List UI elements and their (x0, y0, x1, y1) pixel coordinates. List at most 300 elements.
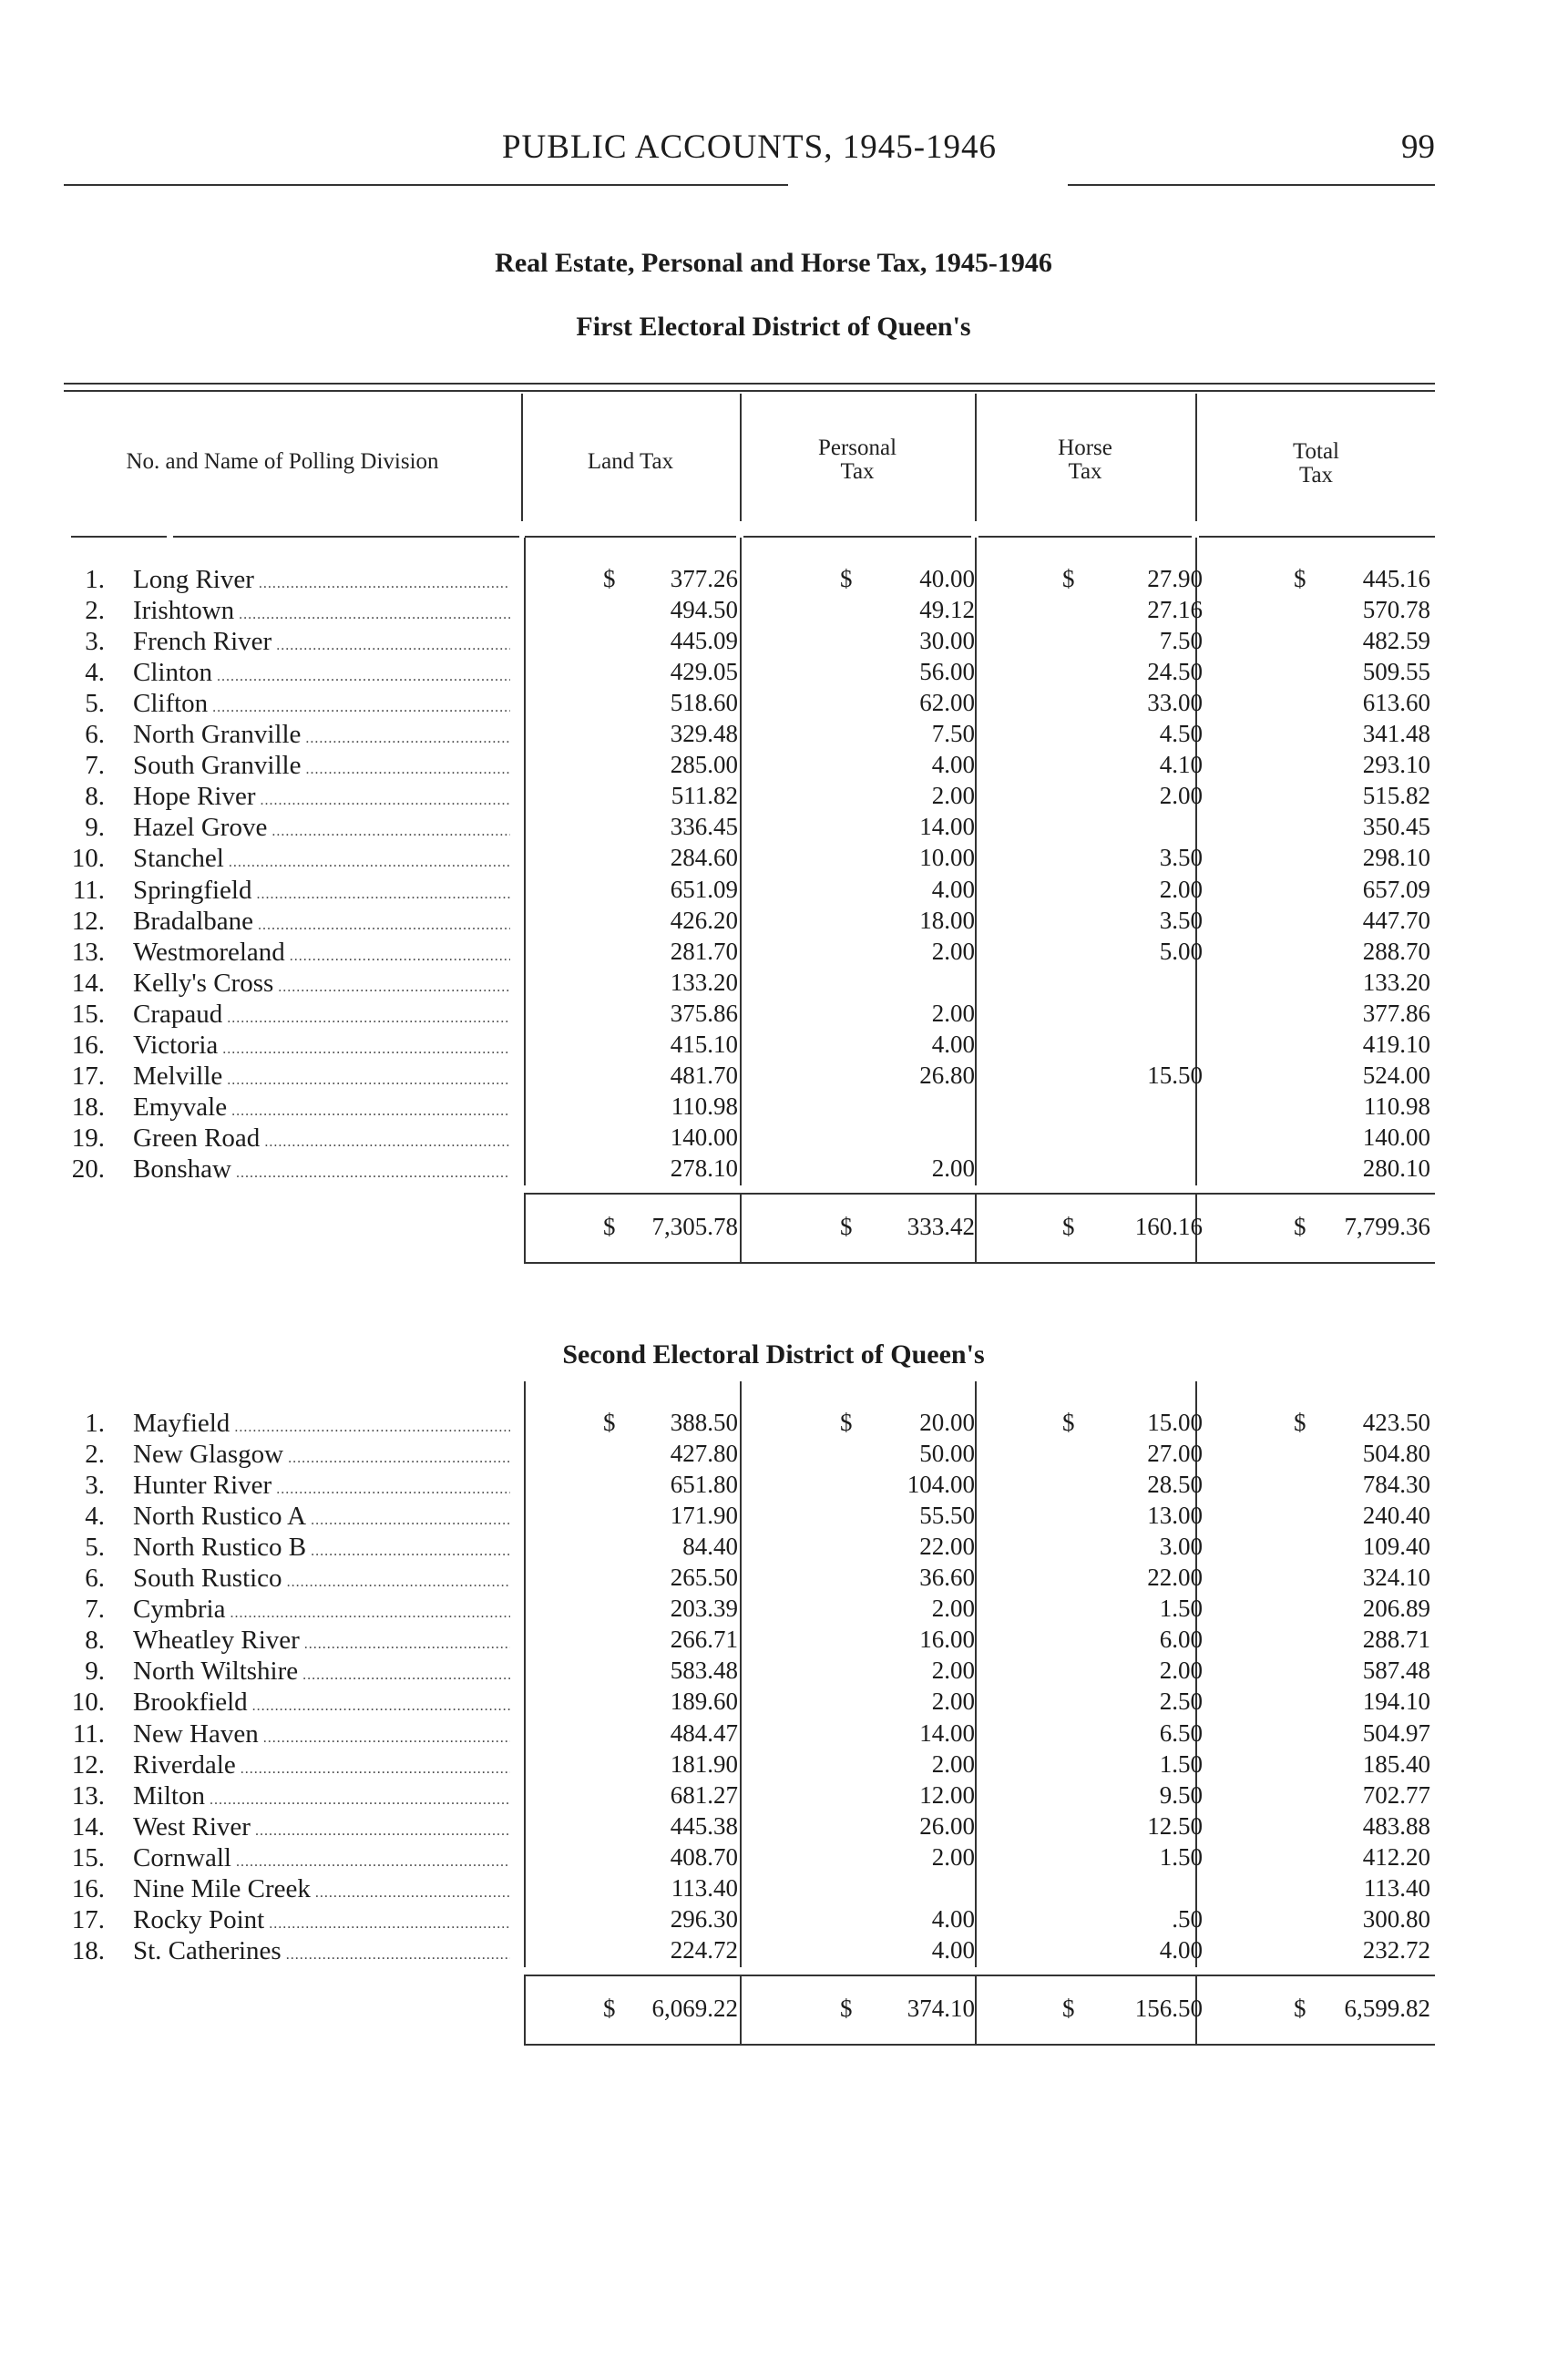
land-tax-value: 296.30 (670, 1905, 738, 1933)
land-currency: $ (603, 1409, 616, 1436)
division-number: 9. (85, 813, 105, 842)
land-tax-value: 426.20 (670, 907, 738, 934)
personal-tax-value: 62.00 (919, 689, 975, 716)
division-name: Victoria ..... (133, 1031, 510, 1061)
division-name: Hunter River ..... (133, 1471, 510, 1501)
division-number: 16. (71, 1874, 105, 1903)
land-tax-value: 481.70 (670, 1062, 738, 1089)
table-row (0, 1533, 1547, 1564)
personal-tax-value: 56.00 (919, 658, 975, 685)
horse-tax-value: 15.00 (1147, 1409, 1203, 1436)
header-underline (525, 536, 736, 538)
table-row (0, 1123, 1547, 1154)
personal-tax-value: 55.50 (919, 1502, 975, 1529)
total-tax-value: 232.72 (1362, 1936, 1430, 1964)
column-header-horse-tax: Tax (1068, 459, 1102, 484)
table-row (0, 969, 1547, 1000)
land-tax-value: 445.09 (670, 627, 738, 654)
land-tax-value: 375.86 (670, 1000, 738, 1027)
personal-tax-value: 2.00 (931, 1595, 975, 1622)
table-row (0, 876, 1547, 907)
land-tax-value: 133.20 (670, 969, 738, 996)
personal-tax-value: 2.00 (931, 1750, 975, 1778)
division-name: North Rustico A ..... (133, 1502, 510, 1532)
totals-horse-tax: 156.50 (1134, 1995, 1203, 2022)
header-underline (743, 536, 971, 538)
division-name: Hazel Grove ..... (133, 813, 510, 843)
division-name: Bonshaw ..... (133, 1154, 510, 1185)
division-name: Kelly's Cross ..... (133, 969, 510, 999)
land-tax-value: 189.60 (670, 1688, 738, 1715)
division-name: Nine Mile Creek ..... (133, 1874, 510, 1904)
horse-tax-value: 4.00 (1159, 1936, 1203, 1964)
division-number: 14. (71, 969, 105, 998)
division-number: 14. (71, 1812, 105, 1841)
table-row (0, 1750, 1547, 1781)
division-number: 1. (85, 565, 105, 594)
division-number: 17. (71, 1062, 105, 1091)
total-tax-value: 509.55 (1362, 658, 1430, 685)
division-name: West River ..... (133, 1812, 510, 1842)
division-name: New Glasgow ..... (133, 1440, 510, 1470)
horse-tax-value: 12.50 (1147, 1812, 1203, 1840)
table-row (0, 720, 1547, 751)
column-header-land-tax: Land Tax (587, 449, 674, 474)
total-tax-value: 587.48 (1362, 1657, 1430, 1684)
personal-tax-value: 2.00 (931, 1000, 975, 1027)
total-tax-value: 341.48 (1362, 720, 1430, 747)
header-double-rule-top (64, 383, 1435, 385)
totals-land-currency: $ (603, 1995, 616, 2022)
division-number: 8. (85, 1626, 105, 1655)
total-tax-value: 350.45 (1362, 813, 1430, 840)
horse-tax-value: 2.00 (1159, 876, 1203, 903)
land-tax-value: 336.45 (670, 813, 738, 840)
division-number: 6. (85, 1564, 105, 1593)
page-title: Real Estate, Personal and Horse Tax, 1945-1946 (495, 248, 1052, 278)
total-tax-value: 483.88 (1362, 1812, 1430, 1840)
horse-currency: $ (1062, 1409, 1075, 1436)
column-header-personal-tax: Tax (840, 459, 875, 484)
personal-tax-value: 10.00 (919, 844, 975, 871)
horse-tax-value: 6.50 (1159, 1719, 1203, 1747)
division-number: 11. (72, 1719, 105, 1749)
horse-tax-value: 3.50 (1159, 844, 1203, 871)
header-double-rule-bottom (64, 390, 1435, 392)
totals-horse-currency: $ (1062, 1213, 1075, 1240)
table-row (0, 1502, 1547, 1533)
totals-horse-currency: $ (1062, 1995, 1075, 2022)
land-tax-value: 84.40 (682, 1533, 738, 1560)
table-row (0, 1843, 1547, 1874)
division-name: Milton ..... (133, 1781, 510, 1811)
total-currency: $ (1294, 1409, 1306, 1436)
personal-currency: $ (840, 1409, 853, 1436)
land-tax-value: 445.38 (670, 1812, 738, 1840)
table-row (0, 1440, 1547, 1471)
totals-bottom-rule (524, 1262, 1435, 1264)
total-tax-value: 324.10 (1362, 1564, 1430, 1591)
personal-tax-value: 30.00 (919, 627, 975, 654)
division-name: Long River ..... (133, 565, 510, 595)
totals-personal-currency: $ (840, 1995, 853, 2022)
land-tax-value: 278.10 (670, 1154, 738, 1182)
division-number: 4. (85, 658, 105, 687)
division-name: St. Catherines ..... (133, 1936, 510, 1966)
table-row (0, 844, 1547, 875)
land-tax-value: 377.26 (670, 565, 738, 592)
land-tax-value: 494.50 (670, 596, 738, 623)
horse-tax-value: 4.50 (1159, 720, 1203, 747)
totals-total-currency: $ (1294, 1995, 1306, 2022)
horse-tax-value: 28.50 (1147, 1471, 1203, 1498)
total-tax-value: 445.16 (1362, 565, 1430, 592)
division-number: 16. (71, 1031, 105, 1060)
horse-tax-value: 13.00 (1147, 1502, 1203, 1529)
table-row (0, 1688, 1547, 1718)
table-row (0, 1812, 1547, 1843)
division-name: South Granville ..... (133, 751, 510, 781)
total-tax-value: 482.59 (1362, 627, 1430, 654)
total-tax-value: 293.10 (1362, 751, 1430, 778)
land-tax-value: 281.70 (670, 938, 738, 965)
land-tax-value: 329.48 (670, 720, 738, 747)
land-tax-value: 110.98 (671, 1093, 738, 1120)
total-tax-value: 570.78 (1362, 596, 1430, 623)
personal-tax-value: 7.50 (931, 720, 975, 747)
table-row (0, 1626, 1547, 1657)
division-name: Bradalbane ..... (133, 907, 510, 937)
division-name: Crapaud ..... (133, 1000, 510, 1030)
horse-tax-value: 22.00 (1147, 1564, 1203, 1591)
personal-tax-value: 20.00 (919, 1409, 975, 1436)
personal-tax-value: 36.60 (919, 1564, 975, 1591)
horse-tax-value: 3.50 (1159, 907, 1203, 934)
land-tax-value: 388.50 (670, 1409, 738, 1436)
horse-tax-value: .50 (1172, 1905, 1203, 1933)
table-row (0, 1471, 1547, 1502)
land-tax-value: 408.70 (670, 1843, 738, 1871)
total-tax-value: 300.80 (1362, 1905, 1430, 1933)
horse-tax-value: 7.50 (1159, 627, 1203, 654)
table-row (0, 1409, 1547, 1440)
table-row (0, 1874, 1547, 1905)
horse-tax-value: 27.90 (1147, 565, 1203, 592)
division-name: North Rustico B ..... (133, 1533, 510, 1563)
division-number: 13. (71, 938, 105, 967)
personal-tax-value: 50.00 (919, 1440, 975, 1467)
totals-column-divider (524, 1193, 526, 1262)
total-tax-value: 280.10 (1362, 1154, 1430, 1182)
table-row (0, 1031, 1547, 1062)
division-name: Irishtown ..... (133, 596, 510, 626)
personal-tax-value: 2.00 (931, 782, 975, 809)
personal-tax-value: 14.00 (919, 813, 975, 840)
total-tax-value: 412.20 (1362, 1843, 1430, 1871)
total-tax-value: 377.86 (1362, 1000, 1430, 1027)
total-tax-value: 504.80 (1362, 1440, 1430, 1467)
totals-personal-currency: $ (840, 1213, 853, 1240)
table-row (0, 1000, 1547, 1031)
total-tax-value: 657.09 (1362, 876, 1430, 903)
land-tax-value: 681.27 (670, 1781, 738, 1809)
table-row (0, 1936, 1547, 1967)
totals-personal-tax: 374.10 (907, 1995, 975, 2022)
header-underline (71, 536, 167, 538)
land-tax-value: 113.40 (671, 1874, 738, 1902)
division-number: 2. (85, 1440, 105, 1469)
land-tax-value: 140.00 (670, 1123, 738, 1151)
table-row (0, 1595, 1547, 1626)
personal-tax-value: 40.00 (919, 565, 975, 592)
division-number: 12. (71, 1750, 105, 1780)
division-name: South Rustico ..... (133, 1564, 510, 1594)
division-number: 15. (71, 1843, 105, 1872)
land-tax-value: 284.60 (670, 844, 738, 871)
totals-column-divider (524, 1975, 526, 2044)
division-name: Brookfield ..... (133, 1688, 510, 1718)
total-tax-value: 194.10 (1362, 1688, 1430, 1715)
total-tax-value: 419.10 (1362, 1031, 1430, 1058)
division-number: 3. (85, 1471, 105, 1500)
horse-tax-value: 1.50 (1159, 1750, 1203, 1778)
division-name: French River ..... (133, 627, 510, 657)
total-tax-value: 447.70 (1362, 907, 1430, 934)
total-tax-value: 185.40 (1362, 1750, 1430, 1778)
totals-bottom-rule (524, 2044, 1435, 2046)
land-tax-value: 203.39 (670, 1595, 738, 1622)
division-number: 5. (85, 689, 105, 718)
table-row (0, 689, 1547, 720)
division-number: 18. (71, 1936, 105, 1965)
header-underline (173, 536, 519, 538)
division-number: 8. (85, 782, 105, 811)
land-tax-value: 651.09 (670, 876, 738, 903)
total-tax-value: 524.00 (1362, 1062, 1430, 1089)
personal-tax-value: 4.00 (931, 1936, 975, 1964)
column-header-total-tax: Total (1292, 439, 1339, 464)
table-row (0, 596, 1547, 627)
division-name: Emyvale ..... (133, 1093, 510, 1123)
section-title: Second Electoral District of Queen's (562, 1339, 985, 1370)
table-row (0, 627, 1547, 658)
division-number: 12. (71, 907, 105, 936)
personal-tax-value: 104.00 (907, 1471, 975, 1498)
personal-tax-value: 26.00 (919, 1812, 975, 1840)
division-name: Green Road ..... (133, 1123, 510, 1154)
total-tax-value: 784.30 (1362, 1471, 1430, 1498)
personal-tax-value: 16.00 (919, 1626, 975, 1653)
land-tax-value: 583.48 (670, 1657, 738, 1684)
total-tax-value: 288.70 (1362, 938, 1430, 965)
horse-currency: $ (1062, 565, 1075, 592)
total-tax-value: 423.50 (1362, 1409, 1430, 1436)
column-header-horse-tax: Horse (1058, 436, 1112, 460)
division-name: Riverdale ..... (133, 1750, 510, 1780)
horse-tax-value: 2.00 (1159, 1657, 1203, 1684)
division-number: 5. (85, 1533, 105, 1562)
division-name: Wheatley River ..... (133, 1626, 510, 1656)
total-tax-value: 613.60 (1362, 689, 1430, 716)
division-name: Hope River ..... (133, 782, 510, 812)
personal-tax-value: 4.00 (931, 876, 975, 903)
division-name: North Wiltshire ..... (133, 1657, 510, 1687)
personal-tax-value: 49.12 (919, 596, 975, 623)
total-currency: $ (1294, 565, 1306, 592)
division-number: 7. (85, 1595, 105, 1624)
totals-total-currency: $ (1294, 1213, 1306, 1240)
personal-tax-value: 2.00 (931, 938, 975, 965)
division-number: 10. (71, 844, 105, 873)
column-header-division: No. and Name of Polling Division (126, 449, 439, 474)
personal-tax-value: 4.00 (931, 1031, 975, 1058)
table-row (0, 565, 1547, 596)
division-number: 10. (71, 1688, 105, 1717)
personal-tax-value: 2.00 (931, 1154, 975, 1182)
land-tax-value: 518.60 (670, 689, 738, 716)
column-header-personal-tax: Personal (817, 436, 897, 460)
land-tax-value: 429.05 (670, 658, 738, 685)
total-tax-value: 288.71 (1362, 1626, 1430, 1653)
totals-column-divider (975, 1975, 977, 2044)
total-tax-value: 110.98 (1363, 1093, 1430, 1120)
division-number: 4. (85, 1502, 105, 1531)
personal-tax-value: 12.00 (919, 1781, 975, 1809)
page-number: 99 (1401, 128, 1435, 166)
personal-tax-value: 26.80 (919, 1062, 975, 1089)
division-number: 2. (85, 596, 105, 625)
division-number: 15. (71, 1000, 105, 1029)
division-name: Mayfield ..... (133, 1409, 510, 1439)
personal-tax-value: 22.00 (919, 1533, 975, 1560)
horse-tax-value: 2.00 (1159, 782, 1203, 809)
total-tax-value: 133.20 (1362, 969, 1430, 996)
total-tax-value: 109.40 (1362, 1533, 1430, 1560)
division-name: Springfield ..... (133, 876, 510, 906)
horse-tax-value: 33.00 (1147, 689, 1203, 716)
totals-land-tax: 7,305.78 (651, 1213, 738, 1240)
section-title: First Electoral District of Queen's (576, 312, 971, 342)
table-row (0, 1154, 1547, 1185)
land-tax-value: 484.47 (670, 1719, 738, 1747)
division-number: 18. (71, 1093, 105, 1122)
total-tax-value: 206.89 (1362, 1595, 1430, 1622)
land-tax-value: 181.90 (670, 1750, 738, 1778)
table-row (0, 938, 1547, 969)
division-name: Westmoreland ..... (133, 938, 510, 968)
header-underline (1199, 536, 1435, 538)
division-number: 19. (71, 1123, 105, 1153)
division-number: 3. (85, 627, 105, 656)
horse-tax-value: 9.50 (1159, 1781, 1203, 1809)
land-tax-value: 651.80 (670, 1471, 738, 1498)
table-row (0, 1093, 1547, 1123)
land-tax-value: 171.90 (670, 1502, 738, 1529)
table-row (0, 1719, 1547, 1750)
total-tax-value: 702.77 (1362, 1781, 1430, 1809)
personal-tax-value: 2.00 (931, 1843, 975, 1871)
land-tax-value: 415.10 (670, 1031, 738, 1058)
head-rule-left (64, 184, 788, 186)
horse-tax-value: 2.50 (1159, 1688, 1203, 1715)
personal-tax-value: 4.00 (931, 1905, 975, 1933)
total-tax-value: 113.40 (1363, 1874, 1430, 1902)
table-row (0, 751, 1547, 782)
personal-tax-value: 2.00 (931, 1657, 975, 1684)
totals-column-divider (740, 1975, 742, 2044)
totals-column-divider (975, 1193, 977, 1262)
totals-top-rule (524, 1193, 1435, 1195)
table-row (0, 813, 1547, 844)
personal-tax-value: 18.00 (919, 907, 975, 934)
column-header-total-tax: Tax (1298, 463, 1334, 487)
table-row (0, 782, 1547, 813)
horse-tax-value: 4.10 (1159, 751, 1203, 778)
head-rule-right (1068, 184, 1435, 186)
horse-tax-value: 24.50 (1147, 658, 1203, 685)
table-row (0, 1062, 1547, 1093)
division-number: 20. (71, 1154, 105, 1184)
division-number: 1. (85, 1409, 105, 1438)
division-number: 13. (71, 1781, 105, 1811)
division-name: Clifton ..... (133, 689, 510, 719)
horse-tax-value: 27.00 (1147, 1440, 1203, 1467)
land-tax-value: 285.00 (670, 751, 738, 778)
division-name: Cornwall ..... (133, 1843, 510, 1873)
running-head (64, 128, 1435, 173)
land-tax-value: 511.82 (671, 782, 738, 809)
division-number: 7. (85, 751, 105, 780)
division-number: 9. (85, 1657, 105, 1686)
horse-tax-value: 15.50 (1147, 1062, 1203, 1089)
division-number: 6. (85, 720, 105, 749)
total-tax-value: 298.10 (1362, 844, 1430, 871)
division-name: Clinton ..... (133, 658, 510, 688)
table-row (0, 1564, 1547, 1595)
personal-tax-value: 4.00 (931, 751, 975, 778)
total-tax-value: 240.40 (1362, 1502, 1430, 1529)
totals-total-tax: 7,799.36 (1344, 1213, 1430, 1240)
totals-total-tax: 6,599.82 (1344, 1995, 1430, 2022)
division-name: New Haven ..... (133, 1719, 510, 1749)
total-tax-value: 515.82 (1362, 782, 1430, 809)
header-underline (978, 536, 1192, 538)
personal-currency: $ (840, 565, 853, 592)
horse-tax-value: 3.00 (1159, 1533, 1203, 1560)
horse-tax-value: 5.00 (1159, 938, 1203, 965)
total-tax-value: 140.00 (1362, 1123, 1430, 1151)
table-row (0, 1781, 1547, 1812)
division-name: Cymbria ..... (133, 1595, 510, 1625)
personal-tax-value: 14.00 (919, 1719, 975, 1747)
table-row (0, 658, 1547, 689)
personal-tax-value: 2.00 (931, 1688, 975, 1715)
land-currency: $ (603, 565, 616, 592)
totals-horse-tax: 160.16 (1134, 1213, 1203, 1240)
horse-tax-value: 6.00 (1159, 1626, 1203, 1653)
total-tax-value: 504.97 (1362, 1719, 1430, 1747)
totals-top-rule (524, 1975, 1435, 1976)
division-number: 11. (72, 876, 105, 905)
table-row (0, 1905, 1547, 1936)
horse-tax-value: 1.50 (1159, 1595, 1203, 1622)
division-name: Stanchel ..... (133, 844, 510, 874)
totals-column-divider (740, 1193, 742, 1262)
land-tax-value: 266.71 (670, 1626, 738, 1653)
division-name: Melville ..... (133, 1062, 510, 1092)
land-tax-value: 265.50 (670, 1564, 738, 1591)
land-tax-value: 224.72 (670, 1936, 738, 1964)
